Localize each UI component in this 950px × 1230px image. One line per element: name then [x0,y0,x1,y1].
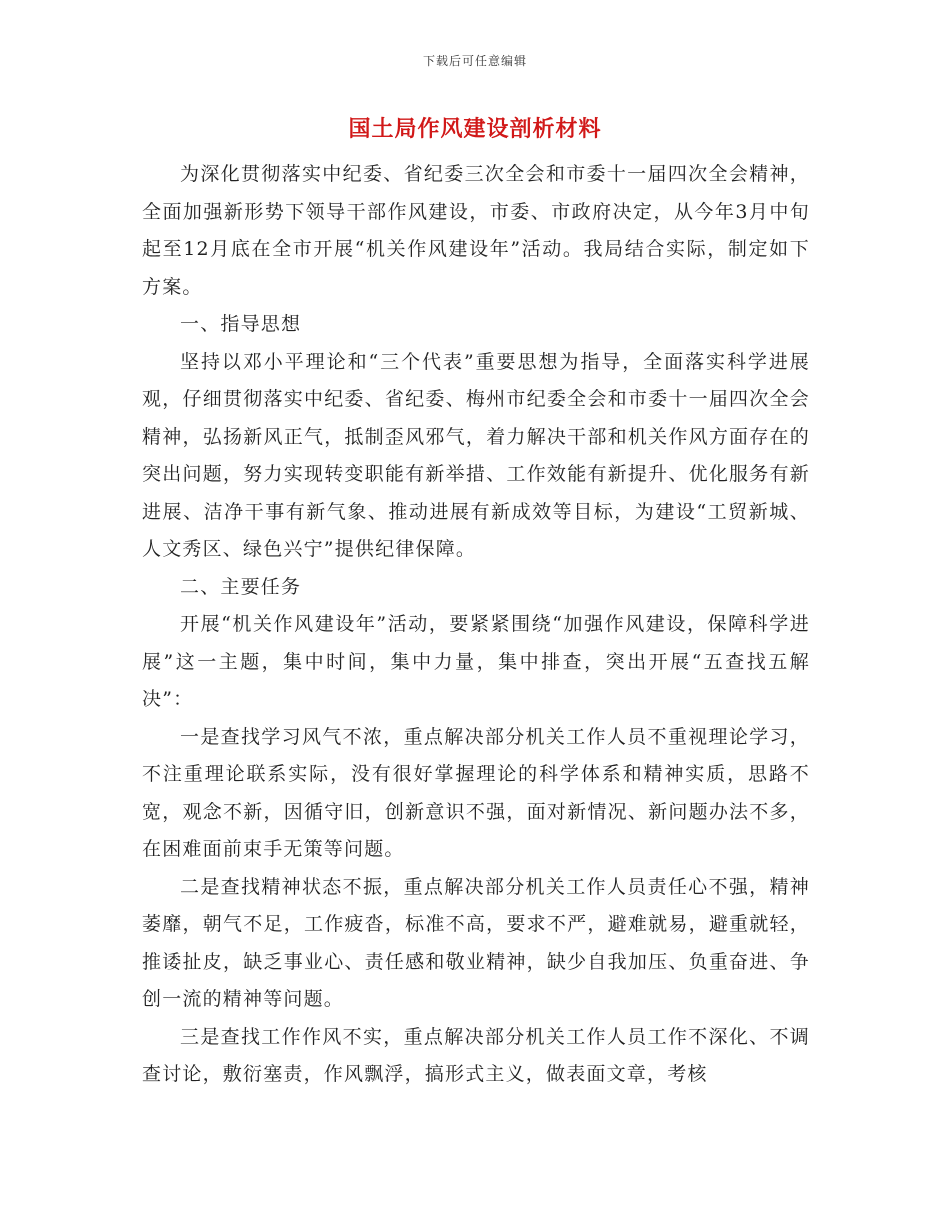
page-header-note: 下载后可任意编辑 [422,54,527,68]
task-two-paragraph: 二是查找精神状态不振，重点解决部分机关工作人员责任心不强，精神萎靡，朝气不足，工作疲沓，标准不高，要求不严，避难就易，避重就轻，推诿扯皮，缺乏事业心、责任感和敬业精神，缺少自我加压、负重奋进、争创一流的精神等问题。 [142,875,810,1010]
section-heading-guiding-thought: 一、指导思想 [180,313,302,335]
task-one-paragraph: 一是查找学习风气不浓，重点解决部分机关工作人员不重视理论学习，不注重理论联系实际，没有很好掌握理论的科学体系和精神实质，思路不宽，观念不新，因循守旧，创新意识不强，面对新情况、新问题办法不多，在困难面前束手无策等问题。 [142,725,810,860]
main-tasks-paragraph: 开展“机关作风建设年”活动，要紧紧围绕“加强作风建设，保障科学进展”这一主题，集中时间，集中力量，集中排查，突出开展“五查找五解决”： [142,613,810,710]
section-heading-main-tasks: 二、主要任务 [180,575,302,598]
guiding-thought-paragraph: 坚持以邓小平理论和“三个代表”重要思想为指导，全面落实科学进展观，仔细贯彻落实中纪委、省纪委、梅州市纪委全会和市委十一届四次全会精神，弘扬新风正气，抵制歪风邪气，着力解决干部和机关作风方面存在的突出问题，努力实现转变职能有新举措、工作效能有新提升、优化服务有新进展、洁净干事有新气象、推动进展有新成效等目标，为建设“工贸新城、人文秀区、绿色兴宁”提供纪律保障。 [142,350,810,560]
task-three-paragraph: 三是查找工作作风不实，重点解决部分机关工作人员工作不深化、不调查讨论，敷衍塞责，作风飘浮，搞形式主义，做表面文章，考核 [142,1025,810,1085]
document-body [142,156,810,1094]
document-title: 国土局作风建设剖析材料 [348,116,602,142]
intro-paragraph: 为深化贯彻落实中纪委、省纪委三次全会和市委十一届四次全会精神，全面加强新形势下领导干部作风建设，市委、市政府决定，从今年3月中旬起至12月底在全市开展“机关作风建设年”活动。我局结合实际，制定如下方案。 [142,163,810,298]
